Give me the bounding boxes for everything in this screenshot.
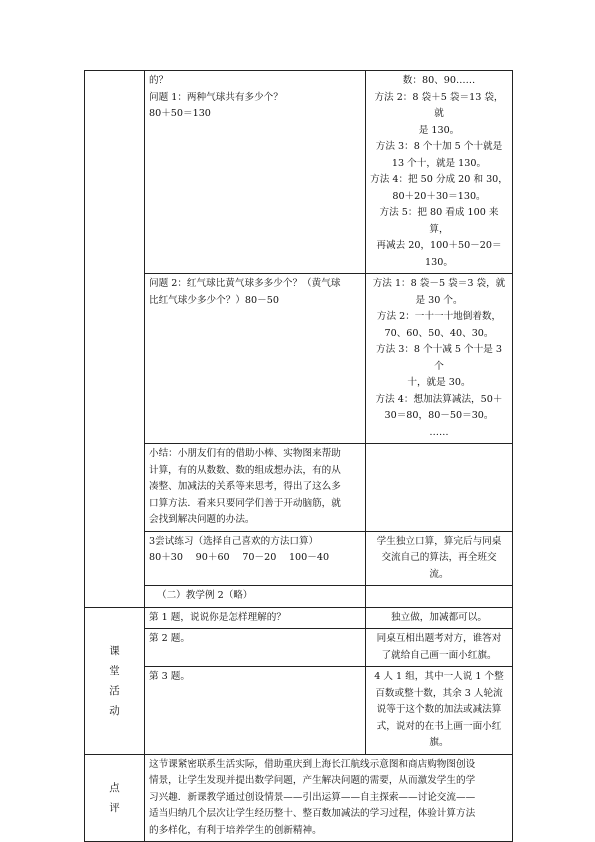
text-line: 式，说对的在书上画一面小红 bbox=[376, 720, 502, 732]
text-line: 方法 4：想加法算减法，50＋ bbox=[375, 393, 503, 405]
text-line: 第 1 题，说说你是怎样理解的？ bbox=[149, 611, 286, 623]
text-line: 第 2 题。 bbox=[149, 633, 190, 644]
activity-q2-cell bbox=[145, 629, 366, 667]
text-line: 再减去 20，100＋50－20＝ bbox=[376, 240, 502, 251]
lesson-plan-table bbox=[84, 70, 513, 842]
text-line: 方法 3：8 个十减 5 个十是 3 个 bbox=[375, 344, 502, 372]
table-row bbox=[85, 444, 513, 532]
text-line: 方法 2：一十一十地倒着数， bbox=[376, 311, 502, 322]
label-char: 评 bbox=[109, 801, 120, 814]
label-char: 动 bbox=[109, 704, 120, 717]
text-line: 问题 1：两种气球共有多少个？ bbox=[149, 91, 283, 103]
text-line: 方法 2：8 袋＋5 袋＝13 袋，就 bbox=[374, 91, 504, 119]
text-line: （二）教学例 2（略） bbox=[157, 590, 253, 601]
empty-cell bbox=[366, 444, 513, 532]
text-line: 适当归纳几个层次让学生经历整十、整百数加减法的学习过程，体验计算方法 bbox=[149, 808, 476, 819]
text-line: 凑整、加减法的关系等来思考，得出了这么多 bbox=[149, 481, 341, 492]
table-row bbox=[85, 531, 513, 586]
text-line: 旗。 bbox=[429, 737, 449, 748]
table-row bbox=[85, 754, 513, 842]
text-line: 是 30 个。 bbox=[415, 294, 463, 306]
text-line: 计算，有的从数数、数的组成想办法，有的从 bbox=[149, 464, 341, 476]
summary-cell bbox=[145, 444, 366, 532]
text-line: 说等于这个数的加法或减法算 bbox=[376, 704, 502, 715]
table-row bbox=[85, 629, 513, 667]
text-line: 130。 bbox=[425, 256, 453, 268]
table-row bbox=[85, 71, 513, 274]
question2-cell bbox=[145, 274, 366, 444]
text-line: 4 人 1 组，其中一人说 1 个整 bbox=[374, 671, 504, 682]
label-char: 点 bbox=[109, 781, 120, 794]
classroom-activity-label bbox=[85, 607, 145, 754]
label-char: 堂 bbox=[109, 664, 120, 677]
practice-response-cell bbox=[366, 531, 513, 586]
text-line: 会找到解决问题的办法。 bbox=[149, 514, 255, 525]
question1-cell bbox=[145, 71, 366, 274]
review-label bbox=[85, 754, 145, 842]
text-line: 是 130。 bbox=[418, 124, 460, 136]
practice-cell bbox=[145, 531, 366, 586]
text-line: 方法 4：把 50 分成 20 和 30， bbox=[370, 174, 508, 185]
text-line: 问题 2：红气球比黄气球多多少个？（黄气球 bbox=[149, 278, 341, 289]
text-line: 的？ bbox=[149, 75, 169, 86]
text-line: 30＝80，80－50＝30。 bbox=[384, 410, 494, 421]
text-line: 小结：小朋友们有的借助小棒、实物图来帮助 bbox=[149, 448, 341, 459]
activity-q1-cell bbox=[145, 607, 366, 629]
text-line: 13 个十，就是 130。 bbox=[391, 157, 487, 169]
text-line: 数：80、90…… bbox=[402, 75, 476, 86]
label-char: 课 bbox=[109, 644, 120, 657]
text-line: 习兴趣．新课教学通过创设情景——引出运算——自主探索——讨论交流—— bbox=[149, 791, 476, 803]
activity-q2-response-cell bbox=[366, 629, 513, 667]
text-line: 了就给自己画一面小红旗。 bbox=[381, 649, 497, 661]
table-row bbox=[85, 274, 513, 444]
activity-q3-cell bbox=[145, 667, 366, 755]
text-line: 方法 1：8 袋－5 袋＝3 袋，就 bbox=[372, 278, 506, 289]
text-line: 方法 3：8 个十加 5 个十就是 bbox=[375, 141, 503, 152]
text-line: 3尝试练习（选择自己喜欢的方法口算） bbox=[149, 535, 319, 547]
empty-cell bbox=[366, 586, 513, 608]
table-row bbox=[85, 586, 513, 608]
text-line: 第 3 题。 bbox=[149, 671, 190, 682]
text-line: 80＋50＝130 bbox=[149, 108, 211, 119]
text-line: 比红气球少多少个？）80－50 bbox=[149, 294, 279, 306]
text-line: 70、60、50、40、30。 bbox=[384, 327, 494, 339]
activity-q1-response-cell bbox=[366, 607, 513, 629]
text-line: …… bbox=[429, 426, 449, 438]
question1-methods-cell bbox=[366, 71, 513, 274]
question2-methods-cell bbox=[366, 274, 513, 444]
text-line: 学生独立口算，算完后与同桌 bbox=[376, 535, 502, 547]
label-char: 活 bbox=[109, 684, 120, 697]
table-row bbox=[85, 667, 513, 755]
review-text-cell bbox=[145, 754, 513, 842]
text-line: 情景，让学生发现并提出数学问题，产生解决问题的需要，从而激发学生的学 bbox=[149, 775, 476, 786]
text-line: 同桌互相出题考对方，谁答对 bbox=[376, 633, 502, 644]
text-line: 十，就是 30。 bbox=[407, 377, 471, 388]
process-label-cell bbox=[85, 71, 145, 608]
text-line: 独立做，加减都可以。 bbox=[391, 611, 487, 623]
text-line: 方法 5：把 80 看成 100 来算， bbox=[379, 207, 499, 235]
text-line: 流。 bbox=[429, 568, 449, 580]
text-line: 口算方法．看来只要同学们善于开动脑筋，就 bbox=[149, 497, 341, 509]
text-line: 百数或整十数，其余 3 人轮流 bbox=[375, 687, 503, 699]
activity-q3-response-cell bbox=[366, 667, 513, 755]
text-line: 80＋30 90＋60 70－20 100－40 bbox=[149, 552, 330, 563]
text-line: 这节课紧密联系生活实际，借助重庆到上海长江航线示意图和商店购物图创设 bbox=[149, 758, 476, 770]
text-line: 80＋20＋30＝130。 bbox=[392, 190, 486, 202]
example2-cell bbox=[145, 586, 366, 608]
table-row bbox=[85, 607, 513, 629]
text-line: 的多样化，有利于培养学生的创新精神。 bbox=[149, 824, 322, 836]
text-line: 交流自己的算法，再全班交 bbox=[381, 552, 497, 563]
